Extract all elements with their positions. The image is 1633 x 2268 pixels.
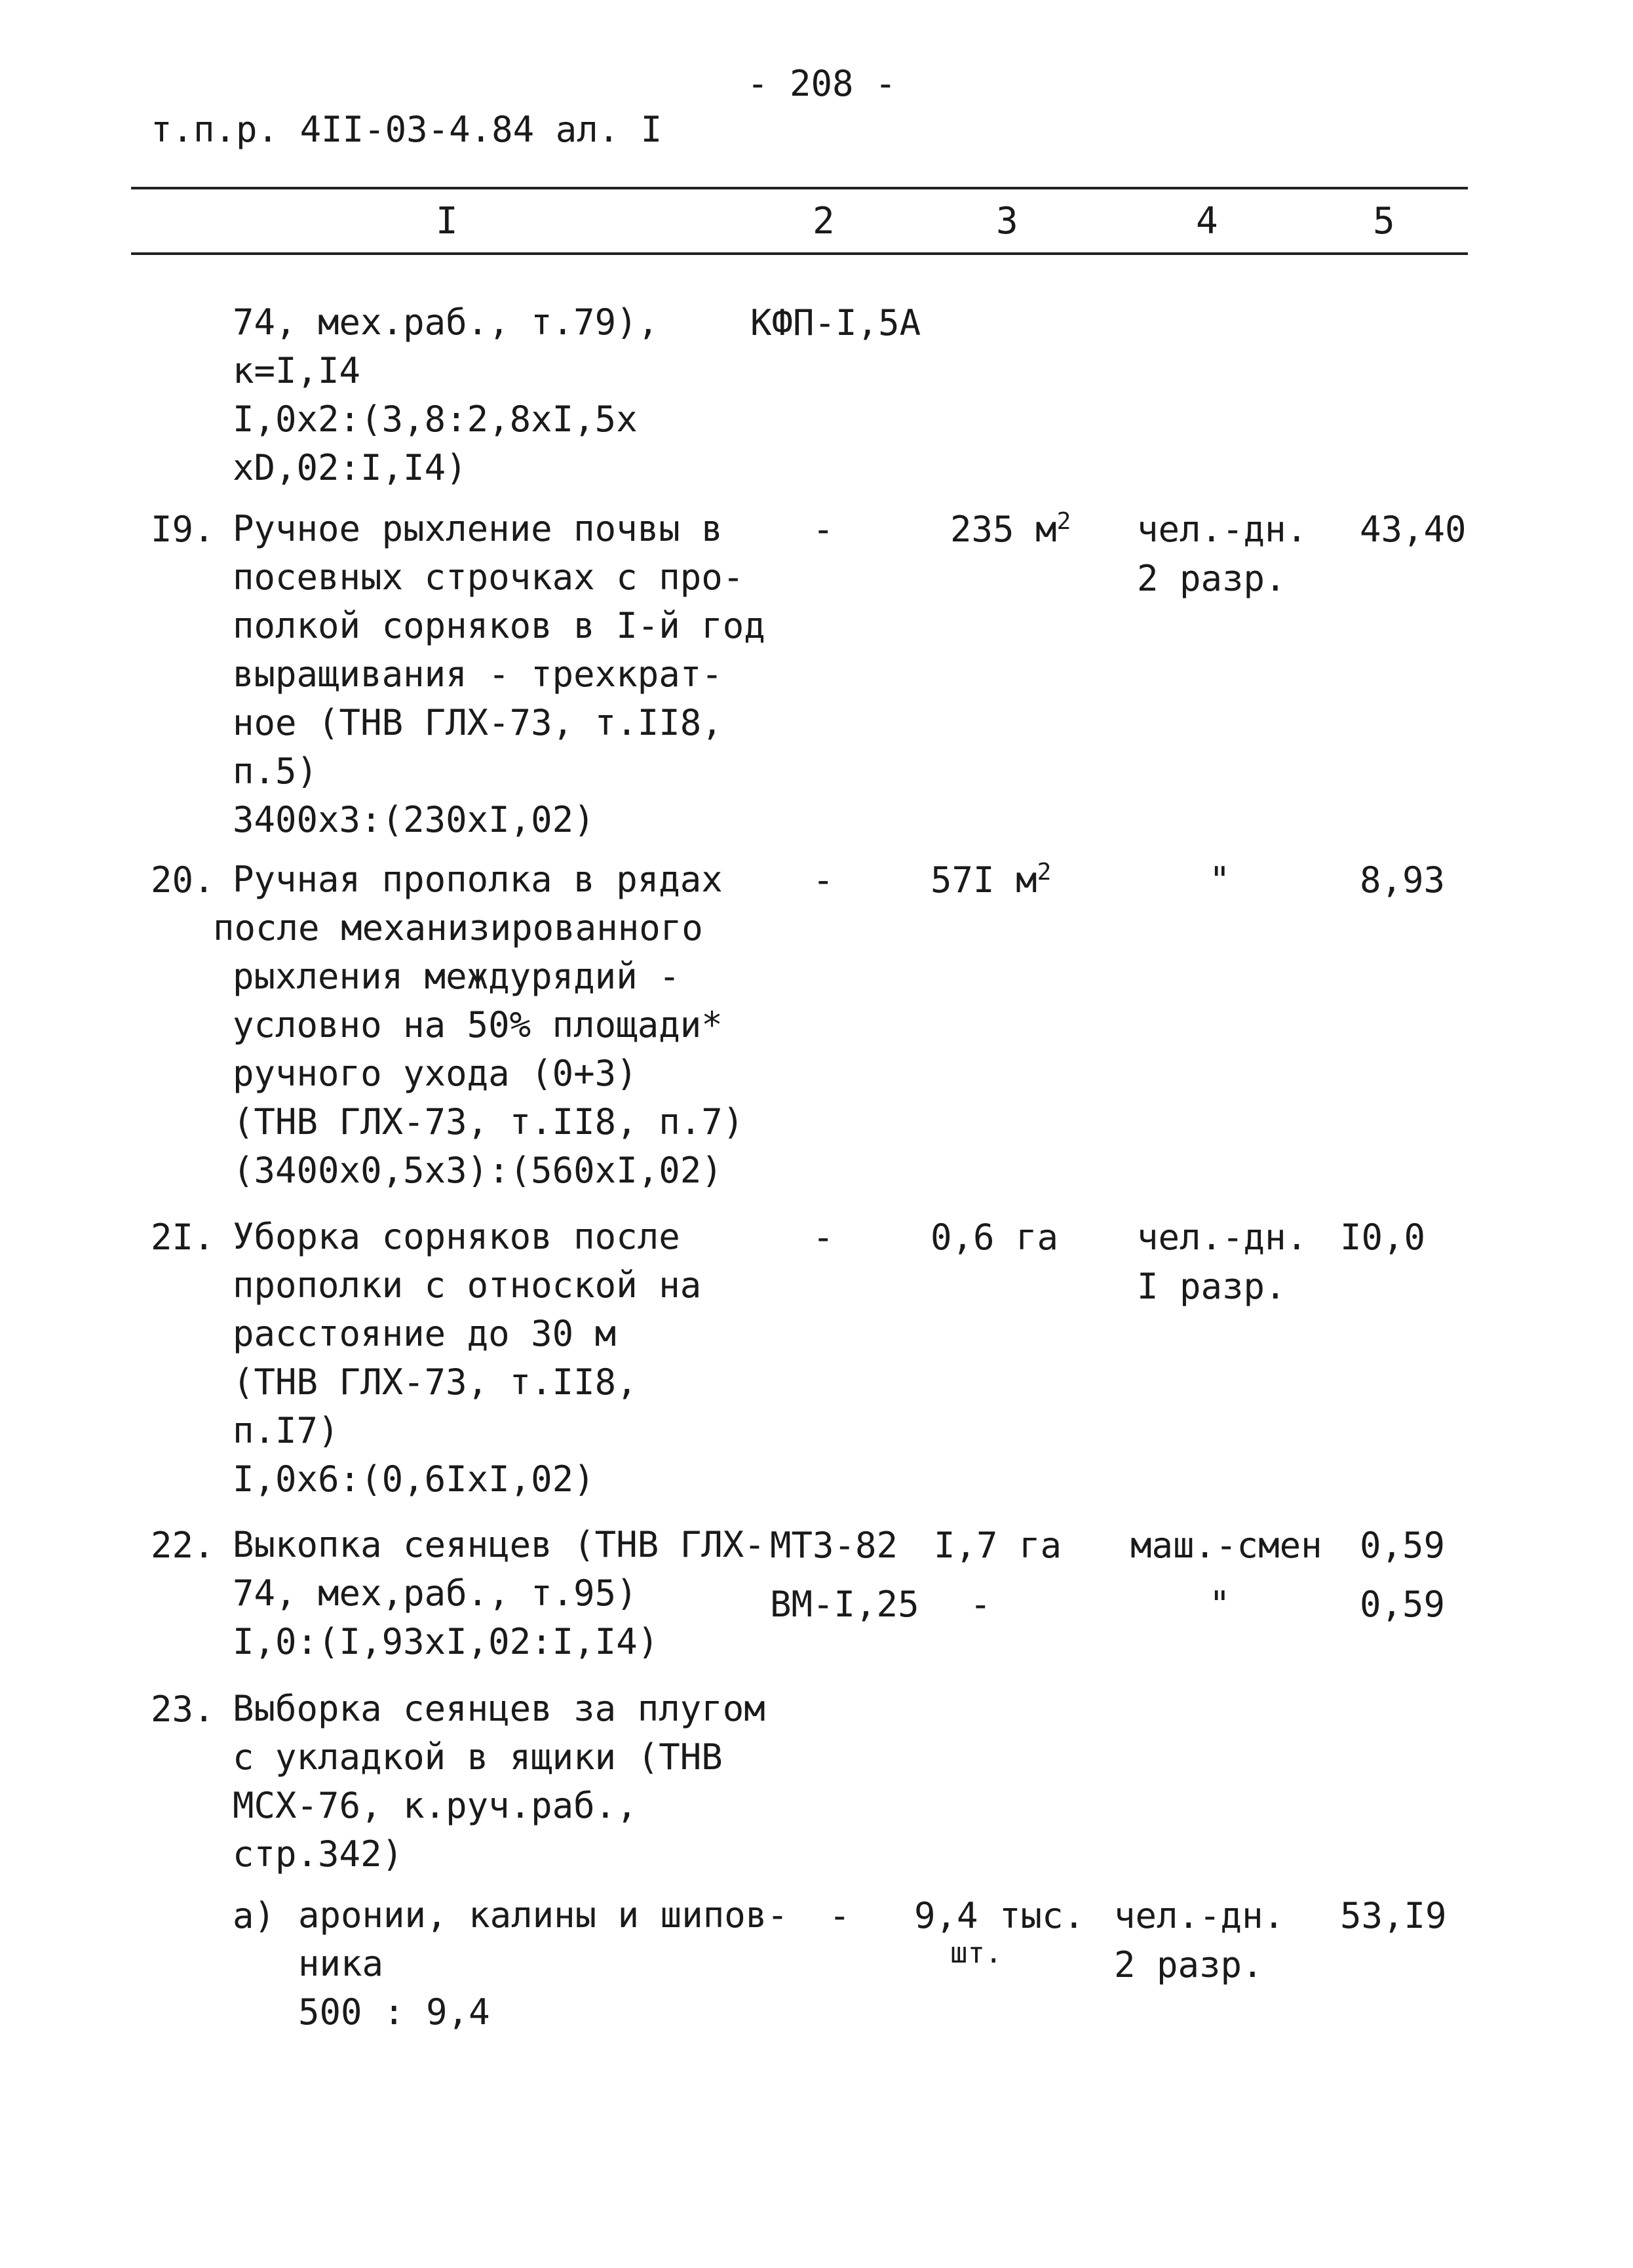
machine-cell: - <box>813 1217 834 1258</box>
row-text-line: ное (ТНВ ГЛХ-73, т.II8, <box>233 702 723 743</box>
row-text-line: (3400x0,5x3):(560xI,02) <box>233 1150 723 1191</box>
row-number: 22. <box>151 1525 215 1566</box>
volume-cell: - <box>970 1584 991 1625</box>
volume-cell <box>931 855 1051 905</box>
column-header-4: 4 <box>1196 200 1218 243</box>
volume-unit-cell: шт. <box>950 1936 1003 1970</box>
machine-cell: - <box>829 1895 851 1936</box>
row-text-line: I,0x2:(3,8:2,8xI,5x <box>233 399 638 440</box>
row-text-line: стр.342) <box>233 1833 404 1875</box>
grade-cell: 2 разр. <box>1137 558 1286 599</box>
row-text-line: прополки с отноской на <box>233 1264 702 1306</box>
row-text-line: рыхления междурядий - <box>233 956 680 997</box>
row-text-line: Уборка сорняков после <box>233 1216 680 1257</box>
unit-cell: маш.-смен <box>1130 1525 1322 1566</box>
row-text-line: Ручная прополка в рядах <box>233 859 723 900</box>
row-text-line: ручного ухода (0+3) <box>233 1053 638 1094</box>
table-row <box>233 1213 701 1504</box>
unit-superscript: 2 <box>1037 859 1052 886</box>
column-header-1: I <box>436 200 458 243</box>
table-row <box>213 855 744 1195</box>
machine-cell: - <box>813 859 834 901</box>
sub-item-letter: а) <box>233 1895 276 1936</box>
grade-cell: I разр. <box>1137 1266 1286 1307</box>
row-number: 23. <box>151 1689 215 1730</box>
row-text-line: (ТНВ ГЛХ-73, т.II8, п.7) <box>233 1101 744 1143</box>
column-header-3: 3 <box>996 200 1018 243</box>
amount-cell: 43,40 <box>1360 509 1467 550</box>
unit-superscript: 2 <box>1056 508 1071 535</box>
top-rule <box>131 187 1468 189</box>
table-row <box>233 505 765 844</box>
row-text-line: после механизированного <box>213 907 703 948</box>
unit-cell: чел.-дн. <box>1137 1217 1308 1258</box>
unit-cell: чел.-дн. <box>1114 1895 1285 1936</box>
volume-cell: 0,6 га <box>931 1217 1059 1258</box>
volume-cell: I,7 га <box>934 1525 1062 1566</box>
row-text-line: условно на 50% площади* <box>233 1004 723 1046</box>
row-text-line: ника <box>298 1943 384 1984</box>
row-text-line: п.5) <box>233 751 318 792</box>
volume-cell: 9,4 тыс. <box>914 1895 1085 1936</box>
row-text-line: Выкопка сеянцев (ТНВ ГЛХ- <box>233 1524 765 1565</box>
table-row <box>233 1521 765 1666</box>
table-row <box>233 1685 765 1879</box>
row-text-line: выращивания - трехкрат- <box>233 654 723 695</box>
page-number: - 208 - <box>747 63 896 104</box>
document-reference: т.п.р. 4II-03-4.84 ал. I <box>151 109 663 150</box>
row-text-line: (ТНВ ГЛХ-73, т.II8, <box>233 1361 638 1403</box>
row-number: I9. <box>151 509 215 550</box>
row-text-line: Ручное рыхление почвы в <box>233 508 723 549</box>
machine-cell: ВМ-I,25 <box>770 1584 919 1625</box>
row-text-line: п.I7) <box>233 1410 339 1451</box>
volume-value: 57I м <box>931 859 1037 901</box>
row-text-line: расстояние до 30 м <box>233 1313 617 1354</box>
amount-cell: 0,59 <box>1360 1584 1446 1625</box>
ditto-mark: " <box>1209 859 1231 901</box>
row-number: 2I. <box>151 1217 215 1258</box>
table-row <box>298 1891 788 2037</box>
row-text-line: 74, мех,раб., т.95) <box>233 1573 638 1614</box>
amount-cell: 8,93 <box>1360 859 1446 901</box>
row-text-line: МСХ-76, к.руч.раб., <box>233 1785 638 1826</box>
grade-cell: 2 разр. <box>1114 1944 1263 1985</box>
amount-cell: 53,I9 <box>1340 1895 1447 1936</box>
row-number: 20. <box>151 859 215 901</box>
row-text-line: к=I,I4 <box>233 350 361 391</box>
volume-cell <box>950 505 1071 555</box>
row-text-line: 74, мех.раб., т.79), <box>233 302 659 343</box>
table-row <box>233 298 659 492</box>
row-text-line: с укладкой в ящики (ТНВ <box>233 1736 723 1778</box>
machine-cell: КФП-I,5А <box>750 302 921 343</box>
amount-cell: I0,0 <box>1340 1217 1426 1258</box>
row-text-line: посевных строчках с про- <box>233 557 744 598</box>
volume-value: 235 м <box>950 509 1057 550</box>
ditto-mark: " <box>1209 1584 1231 1625</box>
column-header-5: 5 <box>1373 200 1395 243</box>
header-rule <box>131 252 1468 255</box>
row-text-line: I,0:(I,93xI,02:I,I4) <box>233 1621 659 1662</box>
column-header-2: 2 <box>813 200 835 243</box>
machine-cell: - <box>813 509 834 550</box>
amount-cell: 0,59 <box>1360 1525 1446 1566</box>
row-text-line: полкой сорняков в I-й год <box>233 605 765 646</box>
row-text-line: I,0x6:(0,6IxI,02) <box>233 1458 595 1500</box>
machine-cell: МТЗ-82 <box>770 1525 898 1566</box>
row-text-line: Выборка сеянцев за плугом <box>233 1688 765 1729</box>
row-text-line: 3400x3:(230xI,02) <box>233 799 595 840</box>
row-text-line: аронии, калины и шипов- <box>298 1894 788 1936</box>
unit-cell: чел.-дн. <box>1137 509 1308 550</box>
row-text-line: xD,02:I,I4) <box>233 447 467 488</box>
row-text-line: 500 : 9,4 <box>298 1991 490 2033</box>
